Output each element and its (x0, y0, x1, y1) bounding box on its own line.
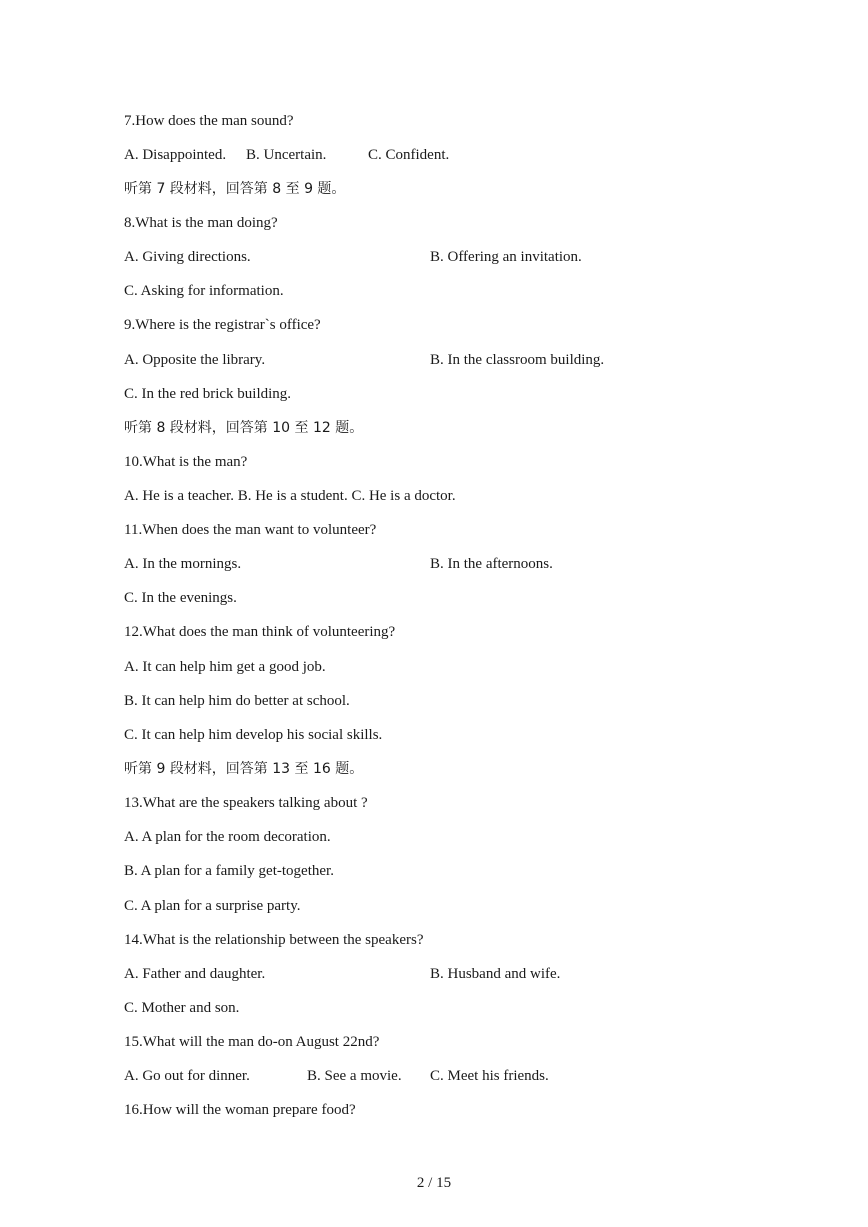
section-heading-8: 听第 8 段材料，回答第 10 至 12 题。 (124, 420, 364, 436)
q15-option-b: B. See a movie. (307, 1068, 402, 1084)
q11-option-b: B. In the afternoons. (430, 556, 553, 572)
question-16: 16.How will the woman prepare food? (124, 1102, 356, 1118)
q9-option-c: C. In the red brick building. (124, 386, 292, 402)
q7-option-b: B. Uncertain. (246, 147, 327, 163)
q9-option-a: A. Opposite the library. (124, 352, 266, 368)
question-8: 8.What is the man doing? (124, 215, 278, 231)
q15-option-c: C. Meet his friends. (430, 1068, 549, 1084)
q15-option-a: A. Go out for dinner. (124, 1068, 250, 1084)
q8-option-c: C. Asking for information. (124, 283, 284, 299)
question-14: 14.What is the relationship between the speakers? (124, 932, 424, 948)
question-10: 10.What is the man? (124, 454, 248, 470)
q10-options: A. He is a teacher. B. He is a student. C. He is a doctor. (124, 488, 456, 504)
section-heading-7: 听第 7 段材料，回答第 8 至 9 题。 (124, 181, 346, 197)
page-number: 2 / 15 (416, 1175, 452, 1191)
q13-option-c: C. A plan for a surprise party. (124, 898, 301, 914)
q9-option-b: B. In the classroom building. (430, 352, 605, 368)
question-12: 12.What does the man think of volunteering? (124, 624, 396, 640)
q13-option-b: B. A plan for a family get-together. (124, 863, 334, 879)
q13-option-a: A. A plan for the room decoration. (124, 829, 331, 845)
q14-option-b: B. Husband and wife. (430, 966, 561, 982)
question-11: 11.When does the man want to volunteer? (124, 522, 377, 538)
q14-option-a: A. Father and daughter. (124, 966, 266, 982)
q12-option-b: B. It can help him do better at school. (124, 693, 350, 709)
q8-option-b: B. Offering an invitation. (430, 249, 582, 265)
q7-option-a: A. Disappointed. (124, 147, 227, 163)
q7-option-c: C. Confident. (368, 147, 450, 163)
question-7: 7.How does the man sound? (124, 113, 294, 129)
q11-option-a: A. In the mornings. (124, 556, 242, 572)
q8-option-a: A. Giving directions. (124, 249, 251, 265)
section-heading-9: 听第 9 段材料，回答第 13 至 16 题。 (124, 761, 364, 777)
q11-option-c: C. In the evenings. (124, 590, 237, 606)
q14-option-c: C. Mother and son. (124, 1000, 240, 1016)
q12-option-a: A. It can help him get a good job. (124, 659, 326, 675)
q12-option-c: C. It can help him develop his social skills. (124, 727, 383, 743)
question-13: 13.What are the speakers talking about ? (124, 795, 368, 811)
question-15: 15.What will the man do-on August 22nd? (124, 1034, 380, 1050)
question-9: 9.Where is the registrar`s office? (124, 317, 321, 333)
